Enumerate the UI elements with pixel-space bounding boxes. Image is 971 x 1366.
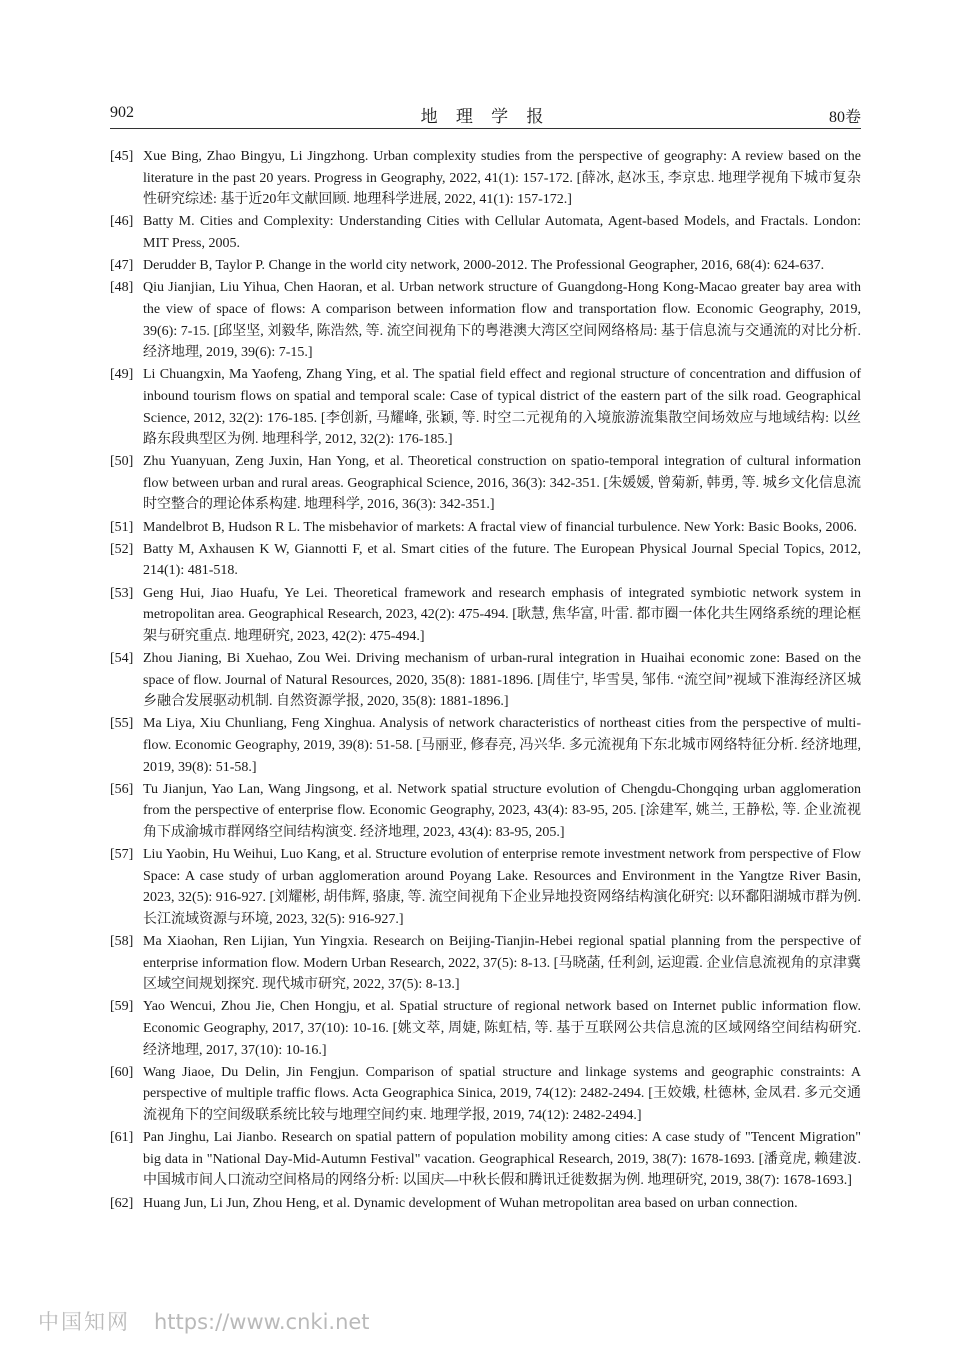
reference-text: Batty M, Axhausen K W, Giannotti F, et al. Smart cities of the future. The European Physical Journal Special Topics, 2012, 214(1): 481-518. bbox=[143, 541, 861, 579]
reference-number: [60] bbox=[110, 1064, 134, 1080]
reference-item bbox=[110, 517, 861, 539]
reference-item bbox=[110, 713, 861, 778]
watermark-site-name: 中国知网 bbox=[38, 1310, 130, 1334]
reference-number: [52] bbox=[110, 541, 134, 557]
cnki-watermark bbox=[38, 1306, 370, 1336]
reference-number: [61] bbox=[110, 1130, 134, 1146]
header-divider bbox=[110, 128, 861, 129]
reference-text: Batty M. Cities and Complexity: Understanding Cities with Cellular Automata, Agent-based Models, and Fractals. London: MIT Press, 2005. bbox=[143, 214, 861, 251]
reference-text: Ma Xiaohan, Ren Lijian, Yun Yingxia. Research on Beijing-Tianjin-Hebei regional spatial planning from the perspective of enterprise information flow. Modern Urban Research, 2022, 37(5): 8-13. [马晓菡, 任利剑, 运迎霞. 企业信息流视角的京津冀区域空间规划探究. 现代城市研究, 2022, 37(5): 8-13.] bbox=[143, 934, 861, 993]
reference-number: [46] bbox=[110, 214, 134, 230]
reference-item bbox=[110, 277, 861, 363]
reference-number: [59] bbox=[110, 999, 134, 1015]
reference-item bbox=[110, 931, 861, 996]
reference-text: Li Chuangxin, Ma Yaofeng, Zhang Ying, et al. The spatial field effect and regional structure of concentration and diffusion of inbound tourism flows on spatial and temporal scale: Case of typical district of the eastern part of the silk road. Geographical Science, 2012, 32(2): 176-185. [李创新, 马耀峰, 张颖, 等. 时空二元视角的入境旅游流集散空间场效应与地域结构: 以丝路东段典型区为例. 地理科学, 2012, 32(2): 176-185.] bbox=[143, 367, 861, 448]
reference-item bbox=[110, 211, 861, 254]
reference-number: [62] bbox=[110, 1195, 134, 1211]
reference-text: Liu Yaobin, Hu Weihui, Luo Kang, et al. Structure evolution of enterprise remote investment network from perspective of Flow Space: A case study of urban agglomeration around Poyang Lake. Resources and Environment in the Yangtze River Basin, 2023, 32(5): 916-927. [刘耀彬, 胡伟辉, 骆康, 等. 流空间视角下企业异地投资网络结构演化研究: 以环鄱阳湖城市群为例. 长江流域资源与环境, 2023, 32(5): 916-927.] bbox=[143, 847, 861, 927]
reference-number: [58] bbox=[110, 934, 134, 950]
reference-number: [48] bbox=[110, 280, 134, 296]
reference-item bbox=[110, 844, 861, 930]
reference-number: [51] bbox=[110, 519, 134, 535]
page-header bbox=[110, 100, 861, 130]
reference-item bbox=[110, 451, 861, 516]
reference-text: Wang Jiaoe, Du Delin, Jin Fengjun. Comparison of spatial structure and linkage systems and geographic constraints: A perspective of multiple traffic flows. Acta Geographica Sinica, 2019, 74(12): 2482-2494. [王姣娥, 杜德林, 金凤君. 多元交通流视角下的空间级联系统比较与地理空间约束. 地理学报, 2019, 74(12): 2482-2494.] bbox=[143, 1064, 861, 1124]
reference-text: Xue Bing, Zhao Bingyu, Li Jingzhong. Urban complexity studies from the perspective of geography: A review based on the literature in the past 20 years. Progress in Geography, 2022, 41(1): 157-172. [薛冰, 赵冰玉, 李京忠. 地理学视角下城市复杂性研究综述: 基于近20年文献回顾. 地理科学进展, 2022, 41(1): 157-172.] bbox=[143, 149, 861, 208]
reference-item bbox=[110, 146, 861, 211]
reference-text: Yao Wencui, Zhou Jie, Chen Hongju, et al. Spatial structure of regional network based on Internet public information flow. Economic Geography, 2017, 37(10): 10-16. [姚文萃, 周婕, 陈虹桔, 等. 基于互联网公共信息流的区域网络空间结构研究. 经济地理, 2017, 37(10): 10-16.] bbox=[143, 999, 861, 1058]
reference-text: Pan Jinghu, Lai Jianbo. Research on spatial pattern of population mobility among cities: A case study of "Tencent Migration" big data in "National Day-Mid-Autumn Festival" vacation. Geographical Research, 2019, 38(7): 1678-1693. [潘竟虎, 赖建波. 中国城市间人口流动空间格局的网络分析: 以国庆—中秋长假和腾讯迁徙数据为例. 地理研究, 2019, 38(7): 1678-1693.] bbox=[143, 1130, 861, 1189]
reference-number: [55] bbox=[110, 716, 134, 732]
journal-title: 地 理 学 报 bbox=[420, 107, 551, 126]
reference-item bbox=[110, 1193, 861, 1215]
reference-number: [56] bbox=[110, 781, 134, 797]
reference-item bbox=[110, 1127, 861, 1192]
reference-text: Ma Liya, Xiu Chunliang, Feng Xinghua. Analysis of network characteristics of northeast cities from the perspective of multi-flow. Economic Geography, 2019, 39(8): 51-58. [马丽亚, 修春亮, 冯兴华. 多元流视角下东北城市网络特征分析. 经济地理, 2019, 39(8): 51-58.] bbox=[143, 716, 861, 775]
reference-item bbox=[110, 779, 861, 844]
reference-item bbox=[110, 1062, 861, 1127]
reference-number: [57] bbox=[110, 847, 134, 863]
reference-text: Derudder B, Taylor P. Change in the world city network, 2000-2012. The Professional Geographer, 2016, 68(4): 624-637. bbox=[143, 258, 825, 274]
reference-item bbox=[110, 996, 861, 1061]
reference-text: Tu Jianjun, Yao Lan, Wang Jingsong, et al. Network spatial structure evolution of Chengdu-Chongqing urban agglomeration from the perspective of enterprise flow. Economic Geography, 2023, 43(4): 83-95, 205. [涂建军, 姚兰, 王静松, 等. 企业流视角下成渝城市群网络空间结构演变. 经济地理, 2023, 43(4): 83-95, 205.] bbox=[143, 781, 861, 840]
reference-list bbox=[110, 146, 861, 1215]
reference-text: Qiu Jianjian, Liu Yihua, Chen Haoran, et al. Urban network structure of Guangdong-Hong Kong-Macao greater bay area with the view of space of flows: A comparison between information flow and transportation flow. Economic Geography, 2019, 39(6): 7-15. [邱坚坚, 刘毅华, 陈浩然, 等. 流空间视角下的粤港澳大湾区空间网络格局: 基于信息流与交通流的对比分析. 经济地理, 2019, 39(6): 7-15.] bbox=[143, 280, 861, 361]
reference-item bbox=[110, 648, 861, 713]
reference-number: [53] bbox=[110, 585, 134, 601]
reference-number: [47] bbox=[110, 258, 134, 274]
reference-item bbox=[110, 539, 861, 582]
reference-item bbox=[110, 364, 861, 450]
reference-number: [49] bbox=[110, 367, 134, 383]
reference-text: Zhu Yuanyuan, Zeng Juxin, Han Yong, et al. Theoretical construction on spatio-temporal integration of cultural information flow between urban and rural areas. Geographical Science, 2016, 36(3): 342-351. [朱媛媛, 曾菊新, 韩勇, 等. 城乡文化信息流时空整合的理论体系构建. 地理科学, 2016, 36(3): 342-351.] bbox=[143, 454, 861, 513]
watermark-url: https://www.cnki.net bbox=[154, 1310, 370, 1334]
page-number: 902 bbox=[110, 104, 134, 121]
volume-label: 80卷 bbox=[828, 109, 861, 126]
reference-number: [54] bbox=[110, 651, 134, 666]
reference-text: Huang Jun, Li Jun, Zhou Heng, et al. Dynamic development of Wuhan metropolitan area based on urban connection. bbox=[143, 1195, 798, 1211]
reference-item bbox=[110, 255, 861, 277]
reference-text: Zhou Jianing, Bi Xuehao, Zou Wei. Driving mechanism of urban-rural integration in Huaihai economic zone: Based on the space of flow. Journal of Natural Resources, 2020, 35(8): 1881-1896. [周佳宁, 毕雪昊, 邹伟. “流空间”视域下淮海经济区城乡融合发展驱动机制. 自然资源学报, 2020, 35(8): 1881-1896.] bbox=[143, 651, 861, 710]
reference-text: Mandelbrot B, Hudson R L. The misbehavior of markets: A fractal view of financial turbulence. New York: Basic Books, 2006. bbox=[143, 519, 857, 535]
reference-item bbox=[110, 583, 861, 648]
reference-number: [50] bbox=[110, 454, 134, 470]
reference-number: [45] bbox=[110, 149, 134, 164]
reference-text: Geng Hui, Jiao Huafu, Ye Lei. Theoretical framework and research emphasis of integrated symbiotic network system in metropolitan area. Geographical Research, 2023, 42(2): 475-494. [耿慧, 焦华富, 叶雷. 都市圈一体化共生网络系统的理论框架与研究重点. 地理研究, 2023, 42(2): 475-494.] bbox=[143, 585, 861, 644]
